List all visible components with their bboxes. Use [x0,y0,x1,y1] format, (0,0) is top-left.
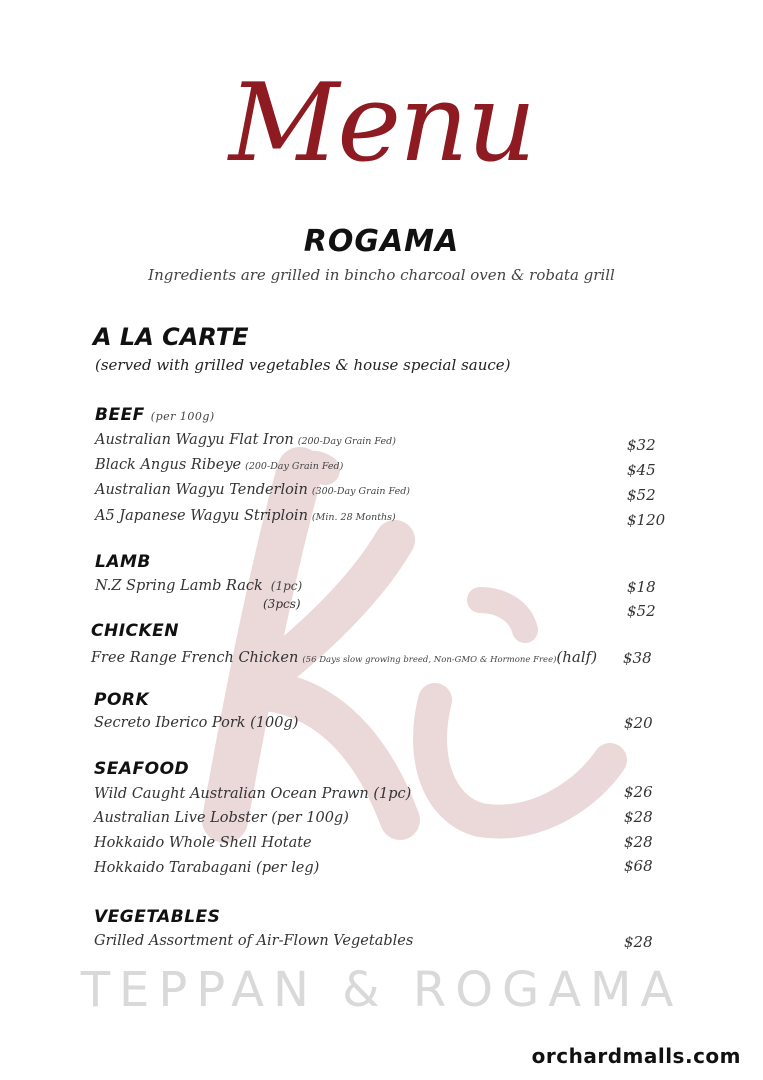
item-note: (200-Day Grain Fed) [297,436,396,447]
item-price: $18 [627,578,656,596]
item-price: $68 [624,857,653,875]
item-name: A5 Japanese Wagyu Striploin [95,508,308,524]
tagline: Ingredients are grilled in bincho charcoal oven & robata grill [148,266,615,284]
item-price: $26 [624,783,653,801]
list-item [95,578,302,594]
item-name: Black Angus Ribeye [95,457,242,473]
list-item [95,457,343,473]
item-name: Australian Live Lobster (per 100g) [94,810,349,826]
item-price: $28 [624,808,653,826]
section-pork-title: PORK [94,690,150,710]
item-name: Grilled Assortment of Air-Flown Vegetables [94,933,414,949]
item-note: (300-Day Grain Fed) [311,486,411,497]
list-item [94,810,349,826]
item-price: $52 [627,486,656,504]
item-name: Secreto Iberico Pork (100g) [94,715,299,731]
item-price: $28 [624,833,653,851]
section-beef-title: BEEF [95,405,145,425]
section-beef-sub: (per 100g) [150,410,215,423]
item-price: $20 [624,714,653,732]
item-price: $120 [627,511,666,529]
restaurant-name: ROGAMA [303,224,460,259]
item-price: $28 [624,933,653,951]
item-name: Australian Wagyu Flat Iron [95,432,294,448]
list-item [94,933,413,949]
item-portion: (half) [556,648,598,666]
source-link[interactable]: orchardmalls.com [531,1044,741,1068]
section-seafood-title: SEAFOOD [94,759,190,779]
item-price: $52 [627,602,656,620]
item-note: (56 Days slow growing breed, Non-GMO & Hormone Free) [302,655,557,665]
list-item [95,432,396,448]
section-beef-heading [95,405,215,425]
list-item [94,715,298,731]
section-lamb-title: LAMB [95,552,151,572]
item-note: (3pcs) [263,597,301,611]
list-item [94,835,312,851]
a-la-carte-note: (served with grilled vegetables & house special sauce) [95,356,511,374]
list-item [95,482,410,498]
item-name: Hokkaido Whole Shell Hotate [94,835,312,851]
item-name: Free Range French Chicken [91,650,299,666]
item-price: $38 [623,649,652,667]
list-item [94,786,411,802]
section-chicken-title: CHICKEN [91,621,180,641]
item-note: (Min. 28 Months) [311,512,396,523]
item-name: Wild Caught Australian Ocean Prawn (1pc) [94,786,412,802]
item-name: N.Z Spring Lamb Rack [95,578,263,594]
item-price: $32 [627,436,656,454]
item-price: $45 [627,461,656,479]
footer-brand: TEPPAN & ROGAMA [80,962,683,1018]
menu-title: Menu [228,61,535,186]
item-name: Australian Wagyu Tenderloin [95,482,308,498]
list-item [95,508,396,524]
list-item [91,648,597,666]
item-note: (200-Day Grain Fed) [245,461,344,472]
item-name: Hokkaido Tarabagani (per leg) [94,860,320,876]
list-item [94,860,319,876]
section-vegetables-title: VEGETABLES [94,907,221,927]
item-note: (1pc) [270,579,303,593]
a-la-carte-heading: A LA CARTE [93,323,249,351]
